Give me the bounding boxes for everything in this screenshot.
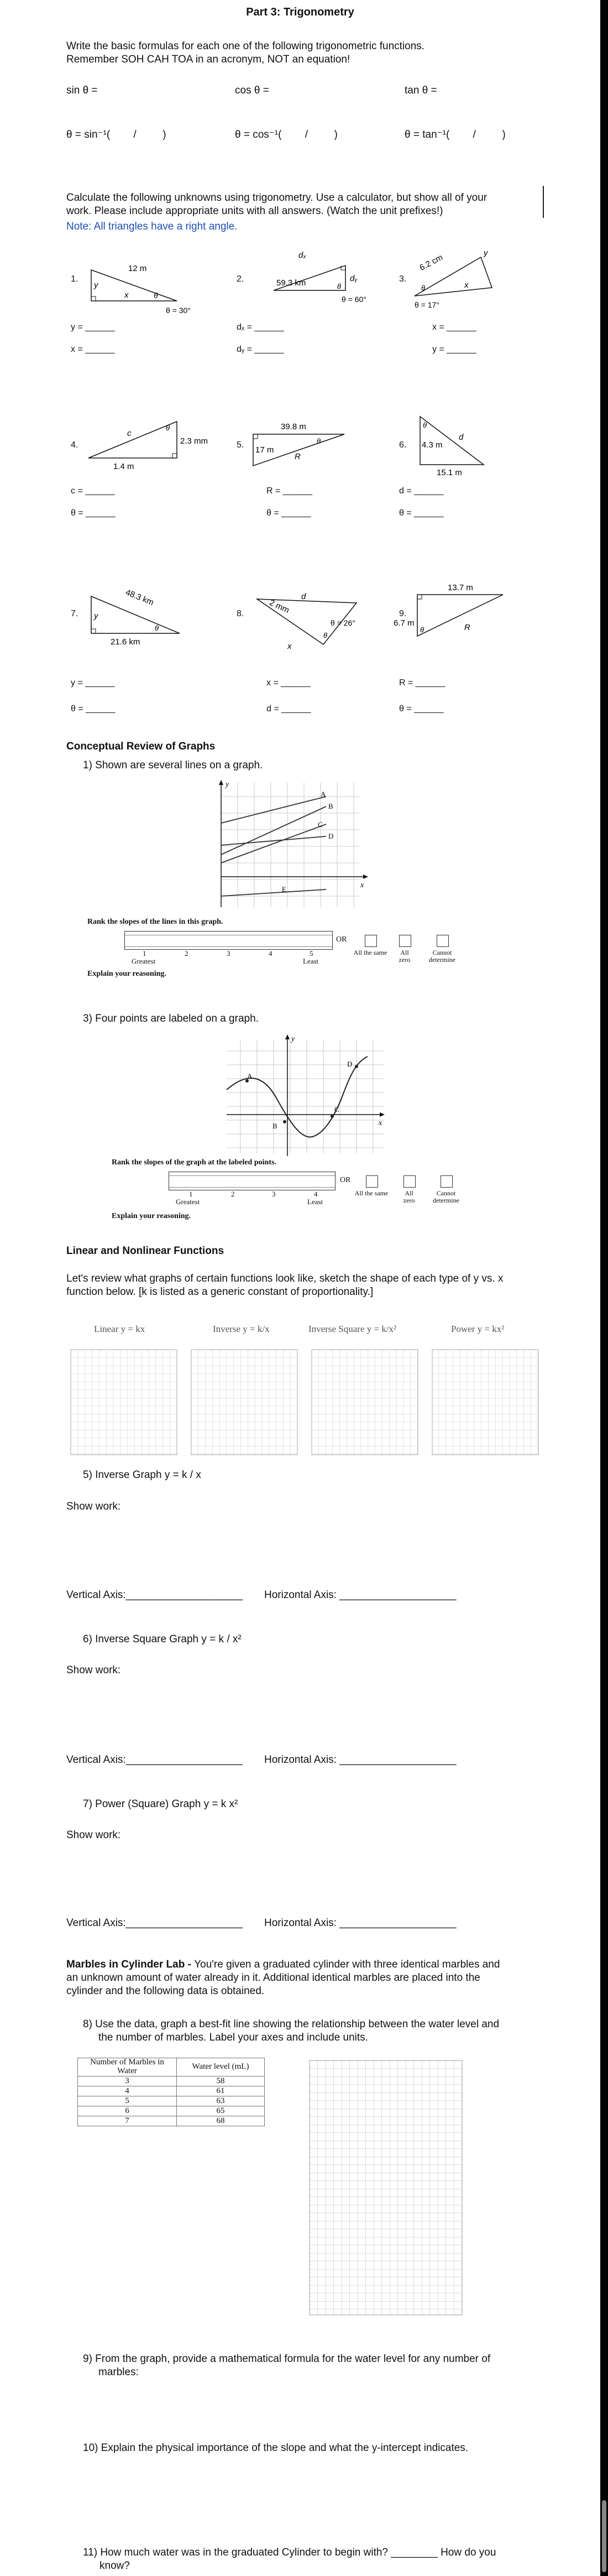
line-a — [221, 797, 326, 823]
tri3-x: x — [464, 280, 469, 290]
inverse-sketch-grid — [191, 1350, 297, 1455]
calc-intro-2: work. Please include appropriate units with all answers. (Watch the unit prefixes!) — [66, 205, 443, 217]
triangle-9-figure — [392, 584, 536, 650]
triangle-4-answer-c: c = ______ — [71, 486, 115, 496]
linear-sketch-grid — [71, 1350, 177, 1455]
all-same-checkbox-1[interactable] — [365, 935, 377, 947]
linear-intro-1: Let's review what graphs of certain functions look like, sketch the shape of each type of y vs. x — [66, 1273, 504, 1284]
rank-lines-instruction: Rank the slopes of the lines in this graph. — [87, 918, 223, 926]
tri1-theta: θ — [154, 291, 158, 300]
tri4-theta: θ — [166, 424, 170, 432]
triangle-1-number: 1. — [71, 274, 78, 284]
q7-horizontal-axis: Horizontal Axis: ____________________ — [264, 1917, 457, 1929]
cell: 58 — [177, 2076, 265, 2086]
tri8-d: d — [301, 592, 306, 601]
line-b — [221, 806, 326, 855]
rank1-num-2: 2 — [185, 949, 188, 957]
cell: 3 — [78, 2076, 177, 2086]
graph1-x-label: x — [360, 881, 364, 889]
question-7: 7) Power (Square) Graph y = k x² — [83, 1798, 238, 1810]
tri9-side: 6.7 m — [394, 618, 415, 628]
tri7-base: 21.6 km — [111, 637, 140, 647]
tri4-side: 2.3 mm — [180, 436, 208, 446]
tri6-theta: θ — [423, 421, 427, 429]
all-same-checkbox-2[interactable] — [366, 1175, 378, 1188]
table-row — [78, 2076, 265, 2086]
cos-formula: cos θ = — [235, 85, 269, 96]
line-e — [221, 889, 326, 896]
tri6-base: 15.1 m — [437, 468, 462, 477]
triangle-8-answer-d: d = ______ — [266, 704, 311, 714]
cell: 63 — [177, 2096, 265, 2106]
rank2-num-1: 1 — [189, 1190, 193, 1198]
triangle-3-figure — [409, 232, 509, 310]
page-title: Part 3: Trigonometry — [246, 6, 354, 18]
triangle-3-number: 3. — [399, 274, 407, 284]
rank-boxes-1 — [124, 931, 333, 950]
tri1-x: x — [124, 290, 129, 300]
rank1-num-3: 3 — [227, 949, 230, 957]
question-3: 3) Four points are labeled on a graph. — [83, 1013, 259, 1024]
rank1-num-1: 1 — [143, 949, 146, 957]
q7-show-work: Show work: — [66, 1829, 121, 1841]
tri7-hyp: 48.3 km — [124, 587, 155, 608]
rank1-opt-same: All the same — [353, 949, 387, 956]
sketch-grids — [71, 1350, 557, 1460]
marbles-data-table — [77, 2058, 265, 2126]
tri9-r: R — [464, 623, 470, 632]
cell: 61 — [177, 2086, 265, 2096]
triangle-2-answer-dy: dᵧ = ______ — [237, 345, 284, 354]
tri2-angle: θ = 60° — [342, 295, 366, 304]
triangle-1-figure — [83, 260, 193, 321]
linear-intro-2: function below. [k is listed as a generic constant of proportionality.] — [66, 1286, 374, 1298]
q5-show-work: Show work: — [66, 1501, 121, 1512]
triangle-6-number: 6. — [399, 440, 407, 450]
explain-reasoning-2: Explain your reasoning. — [112, 1212, 191, 1220]
right-angle-note: Note: All triangles have a right angle. — [66, 221, 238, 232]
rank2-least: Least — [307, 1198, 323, 1206]
rank2-or: OR — [340, 1176, 351, 1184]
marbles-intro-1: You're given a graduated cylinder with three identical marbles and — [194, 1959, 500, 1970]
triangle-1-answer-x: x = ______ — [71, 345, 115, 354]
triangle-4-answer-theta: θ = ______ — [71, 508, 116, 518]
rank2-opt-cannot: Cannot determine — [433, 1189, 459, 1204]
rank1-opt-cannot: Cannot determine — [429, 949, 455, 964]
q6-vertical-axis: Vertical Axis:____________________ — [66, 1754, 243, 1766]
rank2-num-4: 4 — [314, 1190, 318, 1198]
cell: 5 — [78, 2096, 177, 2106]
cell: 65 — [177, 2106, 265, 2116]
triangle-9-number: 9. — [399, 609, 407, 618]
tri8-side: 2 mm — [268, 597, 291, 616]
question-5: 5) Inverse Graph y = k / x — [83, 1469, 201, 1481]
question-1: 1) Shown are several lines on a graph. — [83, 759, 263, 771]
tri9-theta: θ — [420, 626, 424, 634]
q5-horizontal-axis: Horizontal Axis: ____________________ — [264, 1589, 457, 1601]
tri2-theta: θ — [337, 282, 342, 290]
triangle-6-answer-d: d = ______ — [399, 486, 444, 496]
graph1-y-label: y — [226, 780, 229, 789]
rank1-opt-zero: All zero — [399, 949, 411, 964]
triangle-2-number: 2. — [237, 274, 244, 284]
rank2-greatest: Greatest — [176, 1198, 200, 1206]
linear-heading: Linear and Nonlinear Functions — [66, 1245, 224, 1257]
power-sketch-grid — [432, 1350, 538, 1455]
rank-points-instruction: Rank the slopes of the graph at the labeled points. — [112, 1158, 276, 1167]
point-c — [331, 1115, 334, 1118]
point-d-label: D — [347, 1060, 353, 1068]
inverse-sin-formula: θ = sin⁻¹( / ) — [66, 129, 166, 140]
triangle-9-answer-r: R = ______ — [399, 678, 445, 688]
cell: 68 — [177, 2116, 265, 2126]
tri8-angle: θ = 26° — [331, 618, 355, 627]
table-row — [78, 2106, 265, 2116]
tri2-dy: dᵧ — [350, 274, 358, 283]
table-row — [78, 2096, 265, 2106]
tri1-hyp: 12 m — [128, 264, 147, 273]
question-8-line-1: 8) Use the data, graph a best-fit line showing the relationship between the water level and — [83, 2018, 500, 2030]
line-a-label: A — [321, 790, 326, 798]
tri9-top: 13.7 m — [448, 583, 473, 592]
inverse-square-sketch-grid — [312, 1350, 418, 1455]
tri2-hyp: 59.3 km — [276, 278, 306, 288]
triangle-9-answer-theta: θ = ______ — [399, 704, 444, 714]
triangle-2-answer-dx: dₓ = ______ — [237, 322, 284, 332]
lines-graph — [216, 780, 376, 913]
question-6: 6) Inverse Square Graph y = k / x² — [83, 1633, 242, 1645]
triangle-8-figure — [249, 584, 387, 655]
point-a-label: A — [247, 1072, 253, 1080]
line-c-label: C — [318, 820, 323, 829]
tri4-base: 1.4 m — [113, 462, 134, 471]
triangle-3-answer-x: x = ______ — [432, 322, 476, 332]
triangle-5-number: 5. — [237, 440, 244, 450]
triangle-7-figure — [83, 586, 205, 653]
question-9-line-1: 9) From the graph, provide a mathematical formula for the water level for any number of — [83, 2353, 491, 2365]
graph2-y-label: y — [291, 1035, 295, 1043]
inverse-cos-formula: θ = cos⁻¹( / ) — [235, 129, 338, 140]
triangle-4-number: 4. — [71, 440, 78, 450]
question-8-line-2: the number of marbles. Label your axes and include units. — [98, 2032, 368, 2043]
tri8-x: x — [287, 642, 292, 651]
point-d — [355, 1065, 358, 1068]
triangle-5-answer-theta: θ = ______ — [266, 508, 311, 518]
explain-reasoning-1: Explain your reasoning. — [87, 970, 167, 978]
tri2-dx: dₓ — [298, 251, 307, 260]
point-b-label: B — [272, 1122, 277, 1130]
q5-vertical-axis: Vertical Axis:____________________ — [66, 1589, 243, 1601]
rank2-opt-zero: All zero — [403, 1189, 415, 1204]
triangle-6-answer-theta: θ = ______ — [399, 508, 444, 518]
sin-formula: sin θ = — [66, 85, 98, 96]
scrollbar-thumb[interactable] — [602, 2500, 606, 2572]
triangle-2-figure — [249, 243, 370, 321]
q6-show-work: Show work: — [66, 1664, 121, 1676]
line-b-label: B — [328, 802, 333, 810]
point-b — [283, 1120, 286, 1123]
all-zero-checkbox-2[interactable] — [403, 1175, 416, 1188]
tri3-hyp: 6.2 cm — [418, 252, 444, 273]
table-row — [78, 2086, 265, 2096]
question-11-line-2: know? — [99, 2560, 130, 2572]
scrollbar-track[interactable] — [600, 0, 608, 2576]
formulas-intro-2: Remember SOH CAH TOA in an acronym, NOT an equation! — [66, 54, 350, 65]
conceptual-heading: Conceptual Review of Graphs — [66, 741, 216, 752]
tri8-theta: θ — [323, 631, 328, 639]
tri3-theta: θ — [421, 284, 426, 292]
tri6-d: d — [459, 433, 464, 442]
table-header-row — [78, 2058, 265, 2077]
rank-boxes-2 — [169, 1172, 336, 1190]
marbles-graph-grid — [310, 2060, 470, 2320]
triangle-4-figure — [83, 415, 210, 476]
all-zero-checkbox-1[interactable] — [399, 935, 411, 947]
tri5-r: R — [295, 452, 301, 461]
tri1-angle: θ = 30° — [166, 306, 191, 315]
col-header-water: Water level (mL) — [177, 2058, 265, 2077]
tri1-y: y — [94, 280, 98, 290]
marbles-intro — [66, 1958, 553, 1971]
question-11-line-1: 11) How much water was in the graduated Cylinder to begin with? ________ How do you — [83, 2547, 496, 2558]
rank1-least: Least — [303, 957, 319, 965]
tri4-c: c — [127, 429, 132, 438]
tri5-theta: θ — [317, 437, 321, 445]
tri5-side: 17 m — [255, 445, 274, 455]
triangle-3-answer-y: y = ______ — [432, 345, 476, 354]
line-e-label: E — [282, 885, 286, 893]
rank1-num-5: 5 — [310, 949, 313, 957]
tri5-top: 39.8 m — [281, 422, 306, 431]
cell: 7 — [78, 2116, 177, 2126]
triangle-7-number: 7. — [71, 609, 78, 618]
marbles-title: Marbles in Cylinder Lab - — [66, 1959, 195, 1970]
curve — [227, 1057, 368, 1137]
graph2-x-label: x — [379, 1119, 382, 1127]
question-9-line-2: marbles: — [98, 2366, 139, 2378]
triangle-7-answer-theta: θ = ______ — [71, 704, 116, 714]
triangle-5-figure — [248, 415, 369, 476]
cell: 4 — [78, 2086, 177, 2096]
point-c-label: C — [334, 1105, 339, 1113]
text-cursor — [543, 186, 544, 218]
marbles-intro-2: an unknown amount of water already in it. Additional identical marbles are placed into the — [66, 1972, 480, 1984]
cannot-determine-checkbox-1[interactable] — [437, 935, 449, 947]
rank1-greatest: Greatest — [132, 957, 156, 965]
q6-horizontal-axis: Horizontal Axis: ____________________ — [264, 1754, 457, 1766]
cannot-determine-checkbox-2[interactable] — [441, 1175, 453, 1188]
triangle-6-figure — [412, 412, 522, 484]
formulas-intro-1: Write the basic formulas for each one of the following trigonometric functions. — [66, 40, 425, 52]
rank1-or: OR — [336, 935, 347, 944]
power-type-label: Power y = kx² — [451, 1324, 505, 1334]
triangle-8-answer-x: x = ______ — [266, 678, 311, 688]
tan-formula: tan θ = — [405, 85, 437, 96]
tri6-side: 4.3 m — [422, 440, 443, 450]
inverse-type-label: Inverse y = k/x — [213, 1324, 270, 1334]
tri3-y: y — [484, 248, 488, 258]
inverse-tan-formula: θ = tan⁻¹( / ) — [405, 129, 506, 140]
tri3-angle: θ = 17° — [415, 300, 439, 309]
col-header-marbles: Number of Marbles in Water — [78, 2058, 177, 2077]
marbles-intro-3: cylinder and the following data is obtained. — [66, 1985, 265, 1997]
line-d-label: D — [328, 832, 334, 840]
rank2-num-2: 2 — [231, 1190, 235, 1198]
tri7-theta: θ — [155, 624, 159, 632]
triangle-5-answer-r: R = ______ — [266, 486, 313, 496]
tri7-y: y — [94, 611, 98, 621]
table-row — [78, 2116, 265, 2126]
rank1-num-4: 4 — [269, 949, 272, 957]
inverse-square-type-label: Inverse Square y = k/x² — [308, 1324, 397, 1334]
cell: 6 — [78, 2106, 177, 2116]
linear-type-label: Linear y = kx — [94, 1324, 145, 1334]
calc-intro-1: Calculate the following unknowns using trigonometry. Use a calculator, but show all of your — [66, 192, 488, 204]
triangle-7-answer-y: y = ______ — [71, 678, 115, 688]
rank2-num-3: 3 — [272, 1190, 276, 1198]
triangle-8-number: 8. — [237, 609, 244, 618]
rank2-opt-same: All the same — [354, 1189, 389, 1197]
q7-vertical-axis: Vertical Axis:____________________ — [66, 1917, 243, 1929]
question-10: 10) Explain the physical importance of the slope and what the y-intercept indicates. — [83, 2442, 469, 2454]
triangle-1-answer-y: y = ______ — [71, 322, 115, 332]
points-graph — [224, 1034, 390, 1159]
